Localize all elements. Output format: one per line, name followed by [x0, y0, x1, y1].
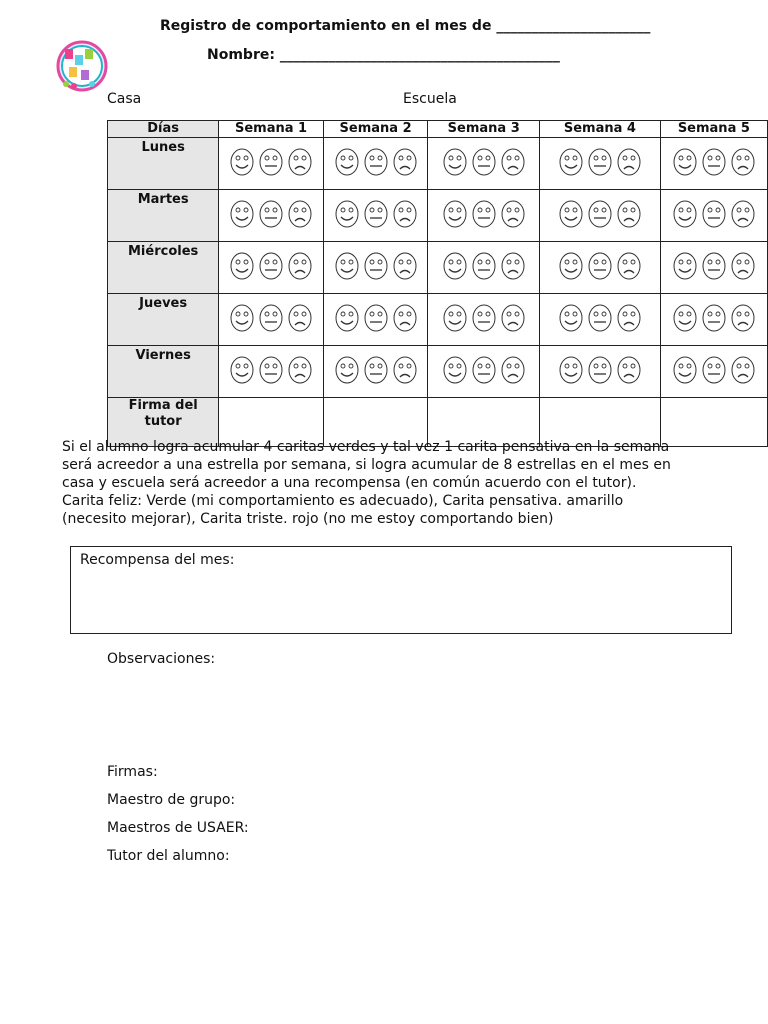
- sad-face-icon[interactable]: [288, 200, 312, 228]
- neutral-face-icon[interactable]: [472, 200, 496, 228]
- neutral-face-icon[interactable]: [259, 252, 283, 280]
- face-group: [673, 304, 755, 332]
- neutral-face-icon[interactable]: [702, 252, 726, 280]
- sad-face-icon[interactable]: [617, 252, 641, 280]
- face-cell: [660, 138, 767, 190]
- column-header-semana-3: Semana 3: [428, 121, 540, 138]
- happy-face-icon[interactable]: [230, 304, 254, 332]
- neutral-face-icon[interactable]: [588, 148, 612, 176]
- face-group: [230, 148, 312, 176]
- happy-face-icon[interactable]: [335, 252, 359, 280]
- neutral-face-icon[interactable]: [588, 304, 612, 332]
- happy-face-icon[interactable]: [335, 356, 359, 384]
- row-header-day: Martes: [108, 190, 219, 242]
- face-cell: [540, 294, 661, 346]
- row-header-day: Miércoles: [108, 242, 219, 294]
- face-group: [230, 356, 312, 384]
- sad-face-icon[interactable]: [501, 356, 525, 384]
- sad-face-icon[interactable]: [731, 356, 755, 384]
- column-header-semana-1: Semana 1: [219, 121, 324, 138]
- neutral-face-icon[interactable]: [259, 356, 283, 384]
- neutral-face-icon[interactable]: [364, 252, 388, 280]
- usaer-logo: [52, 40, 112, 92]
- happy-face-icon[interactable]: [335, 304, 359, 332]
- face-group: [443, 252, 525, 280]
- neutral-face-icon[interactable]: [259, 304, 283, 332]
- happy-face-icon[interactable]: [230, 356, 254, 384]
- column-header-semana-4: Semana 4: [540, 121, 661, 138]
- face-group: [673, 356, 755, 384]
- face-group: [443, 200, 525, 228]
- happy-face-icon[interactable]: [230, 200, 254, 228]
- happy-face-icon[interactable]: [673, 148, 697, 176]
- maestros-usaer-label: Maestros de USAER:: [107, 820, 249, 836]
- sad-face-icon[interactable]: [617, 356, 641, 384]
- neutral-face-icon[interactable]: [472, 304, 496, 332]
- face-group: [335, 304, 417, 332]
- happy-face-icon[interactable]: [335, 200, 359, 228]
- neutral-face-icon[interactable]: [364, 304, 388, 332]
- sad-face-icon[interactable]: [288, 304, 312, 332]
- sad-face-icon[interactable]: [393, 252, 417, 280]
- face-cell: [219, 346, 324, 398]
- happy-face-icon[interactable]: [673, 252, 697, 280]
- neutral-face-icon[interactable]: [364, 200, 388, 228]
- happy-face-icon[interactable]: [559, 304, 583, 332]
- column-header-semana-5: Semana 5: [660, 121, 767, 138]
- firmas-label: Firmas:: [107, 764, 158, 780]
- face-group: [443, 148, 525, 176]
- signature-cell[interactable]: [660, 398, 767, 447]
- face-group: [230, 200, 312, 228]
- face-cell: [428, 190, 540, 242]
- face-cell: [428, 294, 540, 346]
- table-row: [108, 138, 768, 190]
- face-cell: [428, 138, 540, 190]
- face-group: [559, 356, 641, 384]
- face-group: [335, 200, 417, 228]
- table-row: [108, 242, 768, 294]
- neutral-face-icon[interactable]: [472, 148, 496, 176]
- neutral-face-icon[interactable]: [259, 148, 283, 176]
- sad-face-icon[interactable]: [288, 356, 312, 384]
- face-group: [559, 200, 641, 228]
- face-cell: [219, 294, 324, 346]
- face-cell: [323, 294, 428, 346]
- neutral-face-icon[interactable]: [588, 252, 612, 280]
- neutral-face-icon[interactable]: [364, 148, 388, 176]
- face-cell: [540, 242, 661, 294]
- sad-face-icon[interactable]: [393, 304, 417, 332]
- face-cell: [219, 190, 324, 242]
- behavior-table: [107, 120, 768, 447]
- face-cell: [323, 242, 428, 294]
- happy-face-icon[interactable]: [559, 200, 583, 228]
- happy-face-icon[interactable]: [335, 148, 359, 176]
- sad-face-icon[interactable]: [501, 252, 525, 280]
- sad-face-icon[interactable]: [731, 200, 755, 228]
- row-header-day: Lunes: [108, 138, 219, 190]
- sad-face-icon[interactable]: [501, 200, 525, 228]
- face-cell: [540, 346, 661, 398]
- sad-face-icon[interactable]: [288, 252, 312, 280]
- face-cell: [428, 242, 540, 294]
- sad-face-icon[interactable]: [501, 304, 525, 332]
- neutral-face-icon[interactable]: [364, 356, 388, 384]
- happy-face-icon[interactable]: [230, 252, 254, 280]
- form-title: Registro de comportamiento en el mes de ______________________: [160, 18, 651, 34]
- face-cell: [219, 242, 324, 294]
- happy-face-icon[interactable]: [673, 356, 697, 384]
- observaciones-label: Observaciones:: [107, 651, 216, 667]
- sad-face-icon[interactable]: [731, 304, 755, 332]
- face-group: [559, 304, 641, 332]
- happy-face-icon[interactable]: [443, 304, 467, 332]
- sad-face-icon[interactable]: [393, 200, 417, 228]
- sad-face-icon[interactable]: [617, 148, 641, 176]
- happy-face-icon[interactable]: [443, 252, 467, 280]
- face-group: [443, 356, 525, 384]
- face-group: [673, 252, 755, 280]
- row-header-day: Jueves: [108, 294, 219, 346]
- column-header-dias: Días: [108, 121, 219, 138]
- face-cell: [660, 190, 767, 242]
- face-group: [335, 252, 417, 280]
- table-row: [108, 346, 768, 398]
- happy-face-icon[interactable]: [559, 252, 583, 280]
- face-cell: [219, 138, 324, 190]
- happy-face-icon[interactable]: [230, 148, 254, 176]
- face-group: [335, 148, 417, 176]
- happy-face-icon[interactable]: [673, 200, 697, 228]
- happy-face-icon[interactable]: [559, 356, 583, 384]
- face-cell: [323, 190, 428, 242]
- face-cell: [660, 294, 767, 346]
- face-cell: [428, 346, 540, 398]
- face-group: [559, 252, 641, 280]
- happy-face-icon[interactable]: [559, 148, 583, 176]
- table-header-row: [108, 121, 768, 138]
- neutral-face-icon[interactable]: [702, 304, 726, 332]
- sad-face-icon[interactable]: [617, 200, 641, 228]
- face-cell: [660, 346, 767, 398]
- face-cell: [323, 346, 428, 398]
- sad-face-icon[interactable]: [501, 148, 525, 176]
- face-group: [230, 304, 312, 332]
- face-cell: [660, 242, 767, 294]
- neutral-face-icon[interactable]: [259, 200, 283, 228]
- sad-face-icon[interactable]: [393, 148, 417, 176]
- tutor-alumno-label: Tutor del alumno:: [107, 848, 230, 864]
- face-cell: [540, 190, 661, 242]
- row-header-day: Viernes: [108, 346, 219, 398]
- happy-face-icon[interactable]: [443, 356, 467, 384]
- neutral-face-icon[interactable]: [588, 356, 612, 384]
- neutral-face-icon[interactable]: [702, 356, 726, 384]
- neutral-face-icon[interactable]: [472, 356, 496, 384]
- logo-icon: [52, 40, 112, 92]
- table-row: [108, 190, 768, 242]
- face-group: [335, 356, 417, 384]
- face-cell: [323, 138, 428, 190]
- neutral-face-icon[interactable]: [588, 200, 612, 228]
- neutral-face-icon[interactable]: [702, 200, 726, 228]
- row-header-firma: Firma del tutor: [108, 398, 219, 447]
- face-group: [559, 148, 641, 176]
- maestro-grupo-label: Maestro de grupo:: [107, 792, 236, 808]
- sad-face-icon[interactable]: [731, 148, 755, 176]
- sad-face-icon[interactable]: [731, 252, 755, 280]
- reward-label: Recompensa del mes:: [80, 552, 235, 568]
- sad-face-icon[interactable]: [393, 356, 417, 384]
- neutral-face-icon[interactable]: [702, 148, 726, 176]
- face-group: [230, 252, 312, 280]
- sad-face-icon[interactable]: [288, 148, 312, 176]
- table-row: [108, 294, 768, 346]
- casa-label: Casa: [107, 91, 142, 107]
- face-group: [673, 148, 755, 176]
- reward-box[interactable]: [70, 546, 732, 634]
- face-group: [443, 304, 525, 332]
- happy-face-icon[interactable]: [673, 304, 697, 332]
- instructions-text: Si el alumno logra acumular 4 caritas verdes y tal vez 1 carita pensativa en la semana será acreedor a una estrella por semana, si logra acumular de 8 estrellas en el mes en casa y escuela será acreedor a una recompensa (en común acuerdo con el tutor). Carita feliz: Verde (mi comportamiento es adecuado), Carita pensativa. amarillo (necesito mejorar), Carita triste. rojo (no me estoy comportando bien): [62, 439, 671, 527]
- happy-face-icon[interactable]: [443, 148, 467, 176]
- sad-face-icon[interactable]: [617, 304, 641, 332]
- name-field-label: Nombre: ________________________________________: [207, 47, 560, 63]
- happy-face-icon[interactable]: [443, 200, 467, 228]
- face-cell: [540, 138, 661, 190]
- escuela-label: Escuela: [403, 91, 457, 107]
- face-group: [673, 200, 755, 228]
- neutral-face-icon[interactable]: [472, 252, 496, 280]
- column-header-semana-2: Semana 2: [323, 121, 428, 138]
